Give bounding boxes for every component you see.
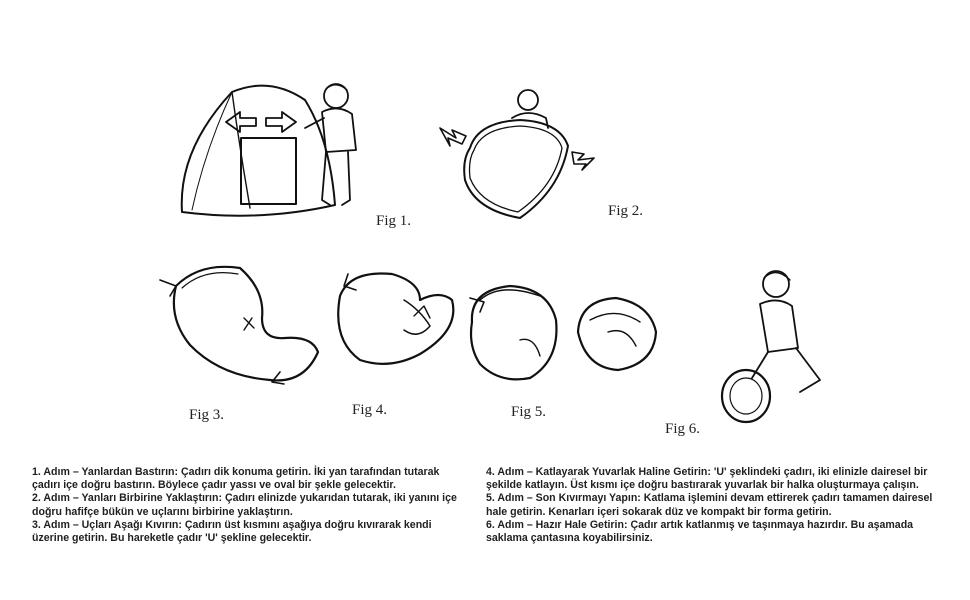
step-4 bbox=[486, 466, 936, 492]
step-4-title: 4. Adım – Katlayarak Yuvarlak Haline Getirin: bbox=[486, 466, 711, 478]
fig-1-label: Fig 1. bbox=[376, 213, 412, 229]
step-6 bbox=[486, 519, 936, 545]
step-4-text: 'U' şeklindeki çadırı, iki elinizle dairesel bir şekilde katlayın. Üst kısmı içe doğru bastırarak yuvarlak bir halka oluşturmaya çalışın. bbox=[486, 466, 928, 492]
fig-5-label: Fig 5. bbox=[511, 404, 547, 420]
fig6-drawing bbox=[578, 271, 820, 422]
fig-2-label: Fig 2. bbox=[608, 203, 644, 219]
step-2-title: 2. Adım – Yanları Birbirine Yaklaştırın: bbox=[32, 492, 222, 505]
step-6-text: Çadır artık katlanmış ve taşınmaya hazırdır. Bu aşamada saklama çantasına koyabilirsiniz. bbox=[486, 518, 914, 545]
step-5-text: Katlama işlemini devam ettirerek çadırı tamamen dairesel hale getirin. Kenarları içeri sokarak düz ve kompakt bir forma getirin. bbox=[486, 492, 933, 518]
fig2-drawing bbox=[440, 90, 594, 218]
step-2-text: Çadırı elinizde yukarıdan tutarak, iki yanını içe doğru hafifçe bükün ve uçlarını birbirine yaklaştırın. bbox=[32, 492, 457, 518]
step-3-text: Çadırın üst kısmını aşağıya doğru kıvırarak kendi üzerine getirin. Bu hareketle çadır 'U' şekline gelecektir. bbox=[32, 518, 432, 545]
fig4-drawing bbox=[338, 273, 453, 363]
step-3 bbox=[32, 519, 470, 545]
step-5-title: 5. Adım – Son Kıvırmayı Yapın: bbox=[486, 492, 641, 505]
instructions-left-column bbox=[32, 466, 470, 545]
step-1 bbox=[32, 466, 470, 492]
fig-4-label: Fig 4. bbox=[352, 402, 388, 418]
instructions-right-column bbox=[486, 466, 936, 545]
step-1-title: 1. Adım – Yanlardan Bastırın: bbox=[32, 466, 179, 478]
fig3-drawing bbox=[160, 267, 318, 384]
step-2 bbox=[32, 492, 470, 518]
fig-3-label: Fig 3. bbox=[189, 407, 225, 423]
fig-6-label: Fig 6. bbox=[665, 421, 701, 437]
step-6-title: 6. Adım – Hazır Hale Getirin: bbox=[486, 518, 628, 531]
fig1-drawing bbox=[182, 84, 356, 216]
step-5 bbox=[486, 492, 936, 518]
fig5-drawing bbox=[470, 286, 556, 379]
step-3-title: 3. Adım – Uçları Aşağı Kıvırın: bbox=[32, 518, 182, 531]
step-1-text: Çadırı dik konuma getirin. İki yan tarafından tutarak çadırı içe doğru bastırın. Böylece çadır yassı ve oval bir şekle gelecektir. bbox=[32, 466, 440, 492]
